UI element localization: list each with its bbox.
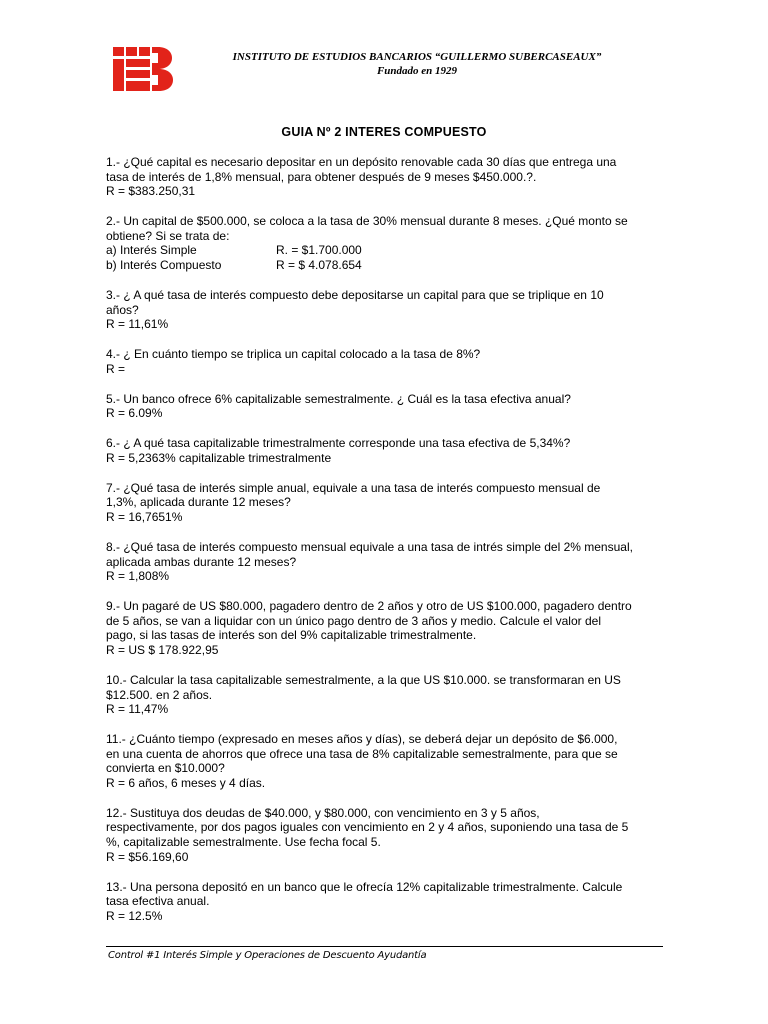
institute-logo	[113, 47, 173, 91]
exercise-item	[106, 155, 662, 199]
footer-text: Control #1 Interés Simple y Operaciones de Descuento Ayudantía	[108, 950, 427, 961]
exercise-question: 10.- Calcular la tasa capitalizable semestralmente, a la que US $10.000. se transformaran en US $12.500. en 2 años.	[106, 672, 621, 702]
footer-divider	[106, 946, 663, 947]
exercise-question: 3.- ¿ A qué tasa de interés compuesto debe depositarse un capital para que se triplique en 10 años?	[106, 287, 604, 317]
exercise-answer: R = 6 años, 6 meses y 4 días.	[106, 775, 266, 790]
sub-question-answer: R. = $1.700.000	[276, 243, 362, 258]
exercise-item	[106, 673, 662, 717]
exercise-answer: R = 11,61%	[106, 317, 169, 332]
exercise-item	[106, 732, 662, 790]
exercise-question: 4.- ¿ En cuánto tiempo se triplica un capital colocado a la tasa de 8%?	[106, 347, 481, 362]
exercise-question: 13.- Una persona depositó en un banco que le ofrecía 12% capitalizable trimestralmente. Calcule tasa efectiva anual.	[106, 879, 623, 909]
exercise-answer: R = 16,7651%	[106, 510, 183, 525]
exercise-question: 2.- Un capital de $500.000, se coloca a la tasa de 30% mensual durante 8 meses. ¿Qué monto se obtiene? Si se trata de:	[106, 214, 628, 243]
exercise-item	[106, 880, 662, 924]
sub-question-answer: R = $ 4.078.654	[276, 257, 362, 272]
exercise-list	[106, 155, 662, 939]
exercise-item	[106, 392, 662, 421]
exercise-item	[106, 806, 662, 864]
sub-question-label: b) Interés Compuesto	[106, 257, 222, 272]
exercise-answer: R = 12.5%	[106, 908, 163, 923]
exercise-item	[106, 214, 662, 272]
exercise-answer: R = 5,2363% capitalizable trimestralmente	[106, 450, 332, 465]
exercise-item	[106, 436, 662, 465]
exercise-question: 6.- ¿ A qué tasa capitalizable trimestralmente corresponde una tasa efectiva de 5,34%?	[106, 436, 571, 451]
exercise-answer: R = 11,47%	[106, 702, 169, 717]
exercise-question: 1.- ¿Qué capital es necesario depositar en un depósito renovable cada 30 días que entrega una tasa de interés de 1,8% mensual, para obtener después de 9 meses $450.000.?.	[106, 155, 617, 184]
exercise-item	[106, 599, 662, 657]
sub-question-row	[106, 258, 662, 273]
exercise-question: 9.- Un pagaré de US $80.000, pagadero dentro de 2 años y otro de US $100.000, pagadero dentro de 5 años, se van a liquidar con un único pago dentro de 3 años y medio. Calcule el valor del pago, si las tasas de interés son del 9% capitalizable trimestralmente.	[106, 599, 632, 643]
ieb-logo-mark	[113, 47, 173, 91]
exercise-question: 7.- ¿Qué tasa de interés simple anual, equivale a una tasa de interés compuesto mensual de 1,3%, aplicada durante 12 meses?	[106, 480, 601, 510]
exercise-answer: R = US $ 178.922,95	[106, 642, 219, 657]
sub-question-label: a) Interés Simple	[106, 243, 197, 258]
exercise-question: 12.- Sustituya dos deudas de $40.000, y $80.000, con vencimiento en 3 y 5 años, respectivamente, por dos pagos iguales con vencimiento en 2 y 4 años, suponiendo una tasa de 5 %, capitalizable semestralmente. Use fecha focal 5.	[106, 805, 629, 850]
institution-name: INSTITUTO DE ESTUDIOS BANCARIOS “GUILLERMO SUBERCASEAUX”	[232, 51, 602, 63]
founded-line: Fundado en 1929	[376, 65, 458, 77]
exercise-item	[106, 481, 662, 525]
exercise-answer: R = 6.09%	[106, 406, 163, 421]
exercise-answer: R = $56.169,60	[106, 849, 189, 864]
guide-title: GUIA Nº 2 INTERES COMPUESTO	[281, 125, 487, 139]
institution-header	[200, 50, 634, 78]
exercise-item	[106, 347, 662, 376]
exercise-question: 8.- ¿Qué tasa de interés compuesto mensual equivale a una tasa de intrés simple del 2% mensual, aplicada ambas durante 12 meses?	[106, 540, 633, 569]
exercise-answer: R = $383.250,31	[106, 184, 196, 199]
exercise-question: 5.- Un banco ofrece 6% capitalizable semestralmente. ¿ Cuál es la tasa efectiva anual?	[106, 391, 571, 406]
exercise-item	[106, 540, 662, 584]
exercise-question: 11.- ¿Cuánto tiempo (expresado en meses años y días), se deberá dejar un depósito de $6.000, en una cuenta de ahorros que ofrece una tasa de 8% capitalizable semestralmente, para que se convierta en $10.000?	[106, 732, 618, 776]
exercise-answer: R = 1,808%	[106, 569, 170, 584]
exercise-answer: R =	[106, 361, 126, 376]
exercise-item	[106, 288, 662, 332]
sub-question-row	[106, 243, 662, 258]
